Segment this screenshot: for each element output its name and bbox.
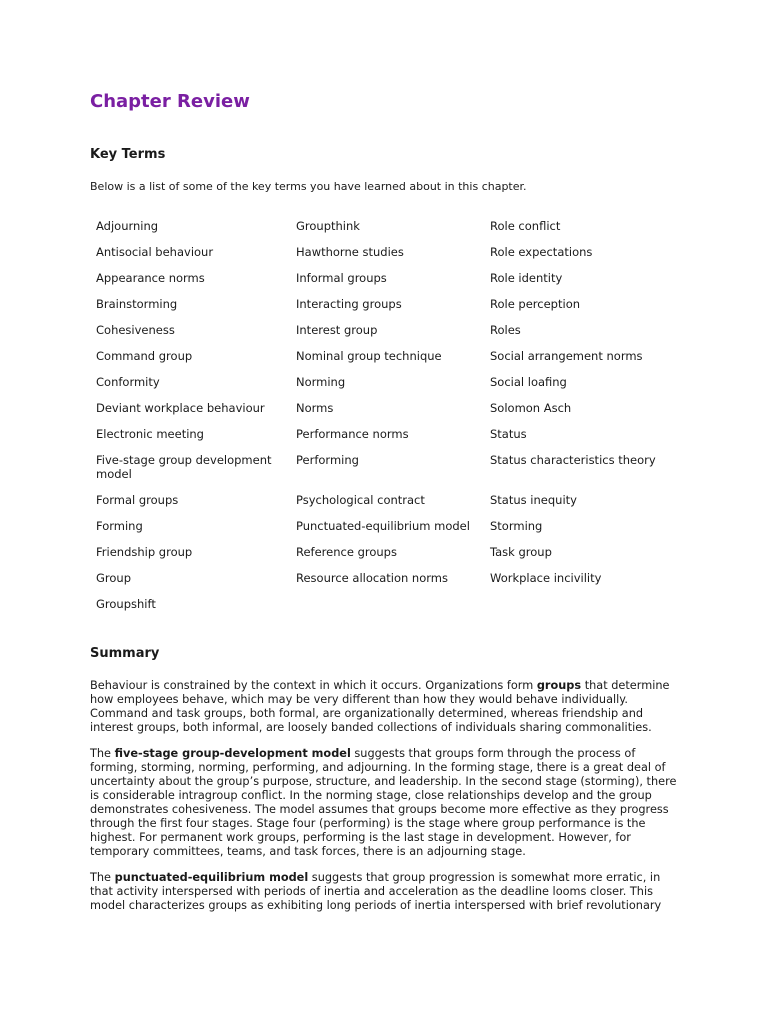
key-terms-row bbox=[90, 540, 680, 566]
key-term: Role perception bbox=[490, 297, 581, 311]
key-term: Cohesiveness bbox=[96, 323, 175, 337]
key-term: Informal groups bbox=[296, 271, 387, 285]
key-term: Role conflict bbox=[490, 219, 561, 233]
key-term: Adjourning bbox=[96, 219, 159, 233]
key-term: Role expectations bbox=[490, 245, 593, 259]
key-terms-row bbox=[90, 292, 680, 318]
key-term: Groupshift bbox=[96, 597, 156, 611]
key-term: Forming bbox=[96, 519, 143, 533]
key-term: Antisocial behaviour bbox=[96, 245, 214, 259]
term-highlight: groups bbox=[536, 679, 582, 692]
key-term: Interest group bbox=[296, 323, 378, 337]
summary-heading: Summary bbox=[90, 646, 160, 661]
key-terms-row bbox=[90, 422, 680, 448]
key-term: Status characteristics theory bbox=[490, 453, 656, 467]
key-term: Deviant workplace behaviour bbox=[96, 401, 265, 415]
key-term: Nominal group technique bbox=[296, 349, 442, 363]
key-term: Norms bbox=[296, 401, 334, 415]
key-term: Group bbox=[96, 571, 132, 585]
key-term: Solomon Asch bbox=[490, 401, 572, 415]
key-term: Interacting groups bbox=[296, 297, 402, 311]
summary-paragraph: The five-stage group-development model suggests that groups form through the process of forming, storming, norming, performing, and adjourning. In the forming stage, there is a great deal of uncertainty about the group’s purpose, structure, and leadership. In the second stage (storming), there is considerable intragroup conflict. In the norming stage, close relationships develop and the group demonstrates cohesiveness. The model assumes that groups become more effective as they progress through the first four stages. Stage four (performing) is the stage where group performance is the highest. For permanent work groups, performing is the last stage in development. However, for temporary committees, teams, and task forces, there is an adjourning stage. bbox=[90, 747, 677, 858]
key-terms-row bbox=[90, 514, 680, 540]
key-term: Reference groups bbox=[296, 545, 397, 559]
key-term: Psychological contract bbox=[296, 493, 425, 507]
key-term: Workplace incivility bbox=[490, 571, 602, 585]
key-term bbox=[290, 592, 484, 618]
key-term: Brainstorming bbox=[96, 297, 178, 311]
key-terms-row bbox=[90, 266, 680, 292]
key-terms-row bbox=[90, 488, 680, 514]
key-term: Role identity bbox=[490, 271, 563, 285]
key-terms-intro: Below is a list of some of the key terms you have learned about in this chapter. bbox=[90, 180, 527, 193]
key-terms-row bbox=[90, 240, 680, 266]
key-term: Appearance norms bbox=[96, 271, 205, 285]
key-term: Friendship group bbox=[96, 545, 193, 559]
key-term: Performance norms bbox=[296, 427, 409, 441]
key-term: Conformity bbox=[96, 375, 160, 389]
key-terms-row bbox=[90, 396, 680, 422]
key-term: Electronic meeting bbox=[96, 427, 204, 441]
summary-paragraph: The punctuated-equilibrium model suggests that group progression is somewhat more erratic, in that activity interspersed with periods of inertia and acceleration as the deadline looms closer. This model characterizes groups as exhibiting long periods of inertia interspersed with brief revolutionary bbox=[90, 871, 662, 912]
key-term: Five-stage group development model bbox=[96, 453, 272, 481]
key-term: Performing bbox=[296, 453, 359, 467]
term-highlight: five-stage group-development model bbox=[114, 747, 351, 760]
key-term: Social loafing bbox=[490, 375, 567, 389]
chapter-title: Chapter Review bbox=[90, 91, 250, 112]
key-term: Groupthink bbox=[296, 219, 360, 233]
summary-body bbox=[90, 679, 680, 925]
key-terms-heading: Key Terms bbox=[90, 147, 166, 162]
key-term: Punctuated-equilibrium model bbox=[296, 519, 470, 533]
term-highlight: punctuated-equilibrium model bbox=[114, 871, 309, 884]
key-term: Hawthorne studies bbox=[296, 245, 404, 259]
key-terms-table bbox=[90, 214, 680, 618]
key-term bbox=[484, 592, 680, 618]
key-terms-row bbox=[90, 370, 680, 396]
key-term: Status inequity bbox=[490, 493, 577, 507]
key-term: Formal groups bbox=[96, 493, 179, 507]
key-term: Norming bbox=[296, 375, 346, 389]
key-terms-row bbox=[90, 566, 680, 592]
summary-paragraph: Behaviour is constrained by the context in which it occurs. Organizations form groups that determine how employees behave, which may be very different than how they would behave individually. Command and task groups, both formal, are organizationally determined, whereas friendship and interest groups, both informal, are loosely banded collections of individuals sharing commonalities. bbox=[90, 679, 670, 734]
key-term: Status bbox=[490, 427, 527, 441]
key-term: Resource allocation norms bbox=[296, 571, 448, 585]
key-term: Roles bbox=[490, 323, 521, 337]
key-terms-row bbox=[90, 448, 680, 488]
key-terms-row bbox=[90, 214, 680, 240]
key-terms-row bbox=[90, 344, 680, 370]
key-term: Task group bbox=[490, 545, 552, 559]
key-terms-row bbox=[90, 592, 680, 618]
key-term: Storming bbox=[490, 519, 543, 533]
key-term: Command group bbox=[96, 349, 193, 363]
key-term: Social arrangement norms bbox=[490, 349, 643, 363]
key-terms-row bbox=[90, 318, 680, 344]
